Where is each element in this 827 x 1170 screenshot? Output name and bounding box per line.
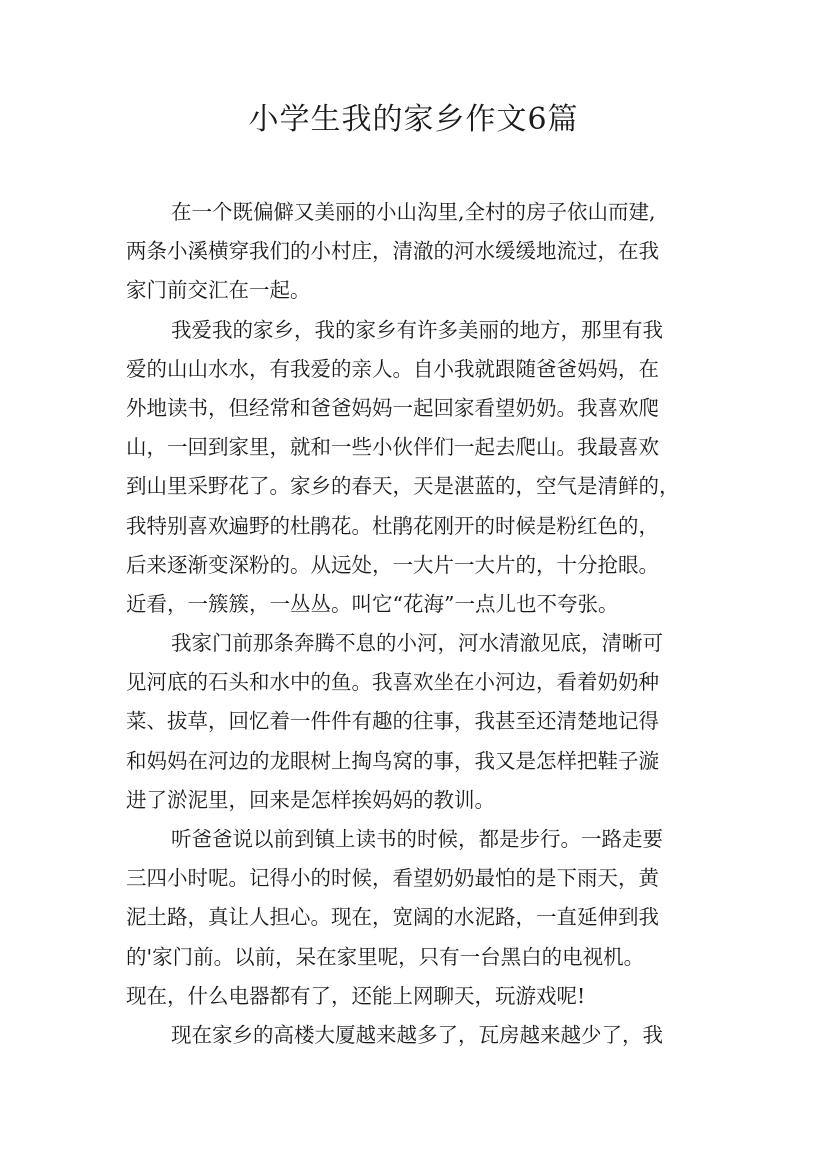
text-line: 的'家门前。以前，呆在家里呢，只有一台黑白的电视机。 (126, 944, 645, 969)
paragraph-5 (126, 1016, 716, 1055)
text-line: 外地读书，但经常和爸爸妈妈一起回家看望奶奶。我喜欢爬 (126, 395, 659, 420)
text-line: 我家门前那条奔腾不息的小河，河水清澈见底，清晰可 (171, 631, 663, 656)
paragraph-4 (126, 820, 716, 1016)
text-line: 我特别喜欢遍野的杜鹃花。杜鹃花刚开的时候是粉红色的， (126, 513, 659, 538)
text-line: 听爸爸说以前到镇上读书的时候，都是步行。一路走要 (171, 827, 663, 851)
text-line: 泥土路，真让人担心。现在，宽阔的水泥路，一直延伸到我 (126, 905, 659, 930)
text-line: 进了淤泥里，回来是怎样挨妈妈的教训。 (126, 787, 495, 812)
paragraph-2 (126, 311, 716, 625)
text-line: 三四小时呢。记得小的时候，看望奶奶最怕的是下雨天，黄 (126, 866, 659, 891)
text-line: 现在家乡的高楼大厦越来越多了，瓦房越来越少了，我 (171, 1022, 663, 1047)
text-line: 和妈妈在河边的龙眼树上掏鸟窝的事，我又是怎样把鞋子漩 (126, 748, 659, 773)
text-line: 到山里采野花了。家乡的春天，天是湛蓝的，空气是清鲜的， (126, 474, 680, 499)
text-line: 山，一回到家里，就和一些小伙伴们一起去爬山。我最喜欢 (126, 435, 659, 460)
text-line: 菜、拔草，回忆着一件件有趣的往事，我甚至还清楚地记得 (126, 709, 659, 734)
text-line: 后来逐渐变深粉的。从远处，一大片一大片的，十分抢眼。 (126, 552, 659, 577)
paragraph-3 (126, 624, 716, 820)
text-line: 爱的山山水水，有我爱的亲人。自小我就跟随爸爸妈妈，在 (126, 356, 659, 381)
document-title: 小学生我的家乡作文6篇 (248, 102, 579, 137)
text-line: 现在，什么电器都有了，还能上网聊天，玩游戏呢! (126, 983, 586, 1008)
document-body (126, 193, 716, 1055)
text-line: 近看，一簇簇，一丛丛。叫它“花海”一点儿也不夸张。 (126, 591, 619, 616)
text-line: 家门前交汇在一起。 (126, 278, 311, 303)
paragraph-1 (126, 193, 716, 311)
text-line: 两条小溪横穿我们的小村庄，清澈的河水缓缓地流过，在我 (126, 239, 659, 264)
text-line: 在一个既偏僻又美丽的小山沟里,全村的房子依山而建, (171, 200, 656, 224)
text-line: 见河底的石头和水中的鱼。我喜欢坐在小河边，看着奶奶种 (126, 670, 659, 695)
text-line: 我爱我的家乡，我的家乡有许多美丽的地方，那里有我 (171, 317, 663, 342)
